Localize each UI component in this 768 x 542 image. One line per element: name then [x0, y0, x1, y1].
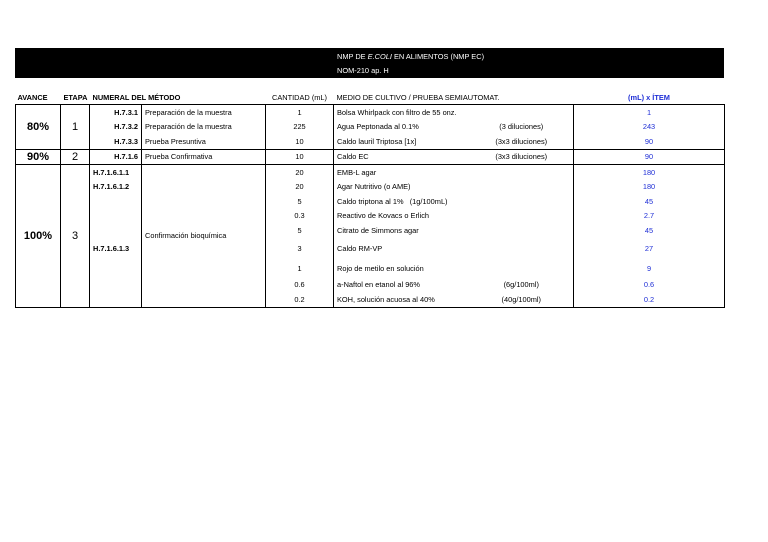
medio-cell: EMB-L agar	[334, 165, 574, 180]
item-cell: 90	[574, 149, 725, 165]
cantidad-cell: 3	[266, 238, 334, 260]
table-row	[16, 134, 725, 149]
item-cell: 180	[574, 165, 725, 180]
numeral-cell	[90, 194, 142, 209]
cantidad-cell: 1	[266, 105, 334, 120]
metodo-cell: Preparación de la muestra	[142, 105, 266, 120]
medio-cell: KOH, solución acuosa al 40%	[334, 292, 470, 307]
table-row	[16, 260, 725, 278]
table-row	[16, 278, 725, 293]
medio-note: (40g/100ml)	[501, 294, 541, 304]
numeral-cell: H.7.3.2	[114, 122, 138, 132]
table-row	[16, 120, 725, 135]
cantidad-cell: 0.6	[266, 278, 334, 293]
header-cantidad: CANTIDAD (mL)	[271, 92, 328, 102]
header-item: (mL) x ÍTEM	[628, 92, 670, 102]
header-etapa: ETAPA	[63, 92, 88, 102]
medio-cell: Caldo lauril Triptosa [1x]	[334, 134, 470, 149]
item-cell: 90	[574, 134, 725, 149]
reagents-table	[15, 90, 725, 308]
cantidad-cell: 5	[266, 223, 334, 238]
item-cell: 2.7	[574, 209, 725, 224]
medio-note: (3x3 diluciones)	[495, 136, 548, 146]
numeral-cell	[90, 209, 142, 224]
medio-note: (3x3 diluciones)	[495, 152, 548, 162]
header-row	[16, 90, 725, 105]
numeral-cell	[90, 223, 142, 238]
cantidad-cell: 10	[266, 149, 334, 165]
etapa-cell: 3	[61, 165, 90, 308]
metodo-cell: Preparación de la muestra	[142, 120, 266, 135]
numeral-cell	[90, 278, 142, 293]
numeral-cell: H.7.3.1	[114, 107, 138, 117]
numeral-cell: H.7.1.6.1.3	[93, 244, 130, 253]
numeral-cell	[90, 260, 142, 278]
metodo-cell: Confirmación bioquímica	[142, 165, 266, 308]
title-line-1: NMP DE E.COLI EN ALIMENTOS (NMP EC)	[337, 52, 485, 61]
item-cell: 0.6	[574, 278, 725, 293]
table-row	[16, 165, 725, 180]
table-row	[16, 223, 725, 238]
item-cell: 1	[574, 105, 725, 120]
cantidad-cell: 5	[266, 194, 334, 209]
item-cell: 243	[574, 120, 725, 135]
cantidad-cell: 10	[266, 134, 334, 149]
medio-cell: Agua Peptonada al 0.1%	[334, 120, 470, 135]
title-line-2: NOM-210 ap. H	[337, 66, 389, 75]
numeral-cell: H.7.3.3	[114, 136, 138, 146]
cantidad-cell: 1	[266, 260, 334, 278]
medio-cell: Agar Nutritivo (o AME)	[334, 180, 574, 195]
medio-note: (6g/100ml)	[503, 280, 539, 290]
medio-cell: Bolsa Whirlpack con filtro de 55 onz.	[334, 105, 574, 120]
table-row	[16, 292, 725, 307]
title-banner	[15, 48, 724, 78]
metodo-cell: Prueba Confirmativa	[142, 149, 266, 165]
metodo-cell: Prueba Presuntiva	[142, 134, 266, 149]
medio-cell: Caldo RM-VP	[334, 238, 574, 260]
item-cell: 45	[574, 223, 725, 238]
numeral-cell	[90, 292, 142, 307]
avance-cell: 90%	[16, 149, 61, 165]
item-cell: 180	[574, 180, 725, 195]
table-row	[16, 180, 725, 195]
etapa-cell: 1	[61, 105, 90, 150]
cantidad-cell: 225	[266, 120, 334, 135]
cantidad-cell: 0.2	[266, 292, 334, 307]
medio-cell: Reactivo de Kovacs o Erlich	[334, 209, 574, 224]
table-row	[16, 149, 725, 165]
avance-cell: 80%	[16, 105, 61, 150]
table-row	[16, 194, 725, 209]
header-medio: MEDIO DE CULTIVO / PRUEBA SEMIAUTOMAT.	[336, 92, 500, 102]
numeral-cell: H.7.1.6.1.2	[93, 182, 130, 192]
table-row	[16, 209, 725, 224]
medio-cell: Rojo de metilo en solución	[334, 260, 574, 278]
spreadsheet	[15, 48, 724, 308]
item-cell: 45	[574, 194, 725, 209]
medio-cell: Caldo triptona al 1% (1g/100mL)	[334, 194, 574, 209]
cantidad-cell: 20	[266, 180, 334, 195]
medio-cell: Caldo EC	[334, 149, 470, 165]
etapa-cell: 2	[61, 149, 90, 165]
numeral-cell: H.7.1.6.1.1	[93, 167, 130, 177]
item-cell: 9	[574, 260, 725, 278]
table-row	[16, 105, 725, 120]
cantidad-cell: 20	[266, 165, 334, 180]
item-cell: 27	[574, 238, 725, 260]
header-avance: AVANCE	[17, 92, 48, 102]
medio-cell: Citrato de Simmons agar	[334, 223, 574, 238]
cantidad-cell: 0.3	[266, 209, 334, 224]
table-row	[16, 238, 725, 260]
header-numeral: NUMERAL DEL MÉTODO	[92, 92, 181, 102]
medio-note: (3 diluciones)	[499, 122, 544, 132]
numeral-cell: H.7.1.6	[114, 152, 138, 162]
avance-cell: 100%	[16, 165, 61, 308]
medio-cell: a-Naftol en etanol al 96%	[334, 278, 470, 293]
item-cell: 0.2	[574, 292, 725, 307]
